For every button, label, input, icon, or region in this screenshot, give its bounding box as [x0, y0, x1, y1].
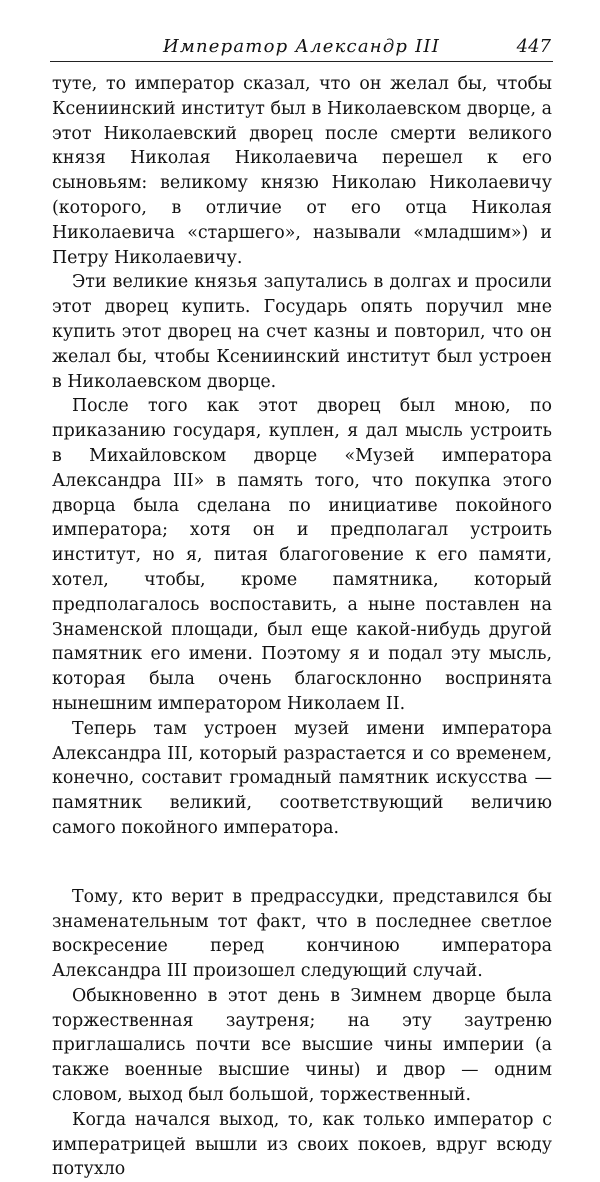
running-title: Император Александр III: [162, 36, 441, 57]
body-text: [52, 72, 552, 1182]
paragraph-1: туте, то император сказал, что он желал бы, чтобы Ксениинский институт был в Николаевском дворце, а этот Николаевский дворец после смерти великого князя Николая Николаевича перешел к его сыновьям: великому князю Николаю Николаевичу (которого, в отличие от его отца Николая Николаевича «старшего», называли «младшим») и Петру Николаевичу.: [52, 74, 552, 268]
paragraph-3: После того как этот дворец был мною, по приказанию государя, куплен, я дал мысль устроить в Михайловском дворце «Музей императора Александра III» в память того, что покупка этого дворца была сделана по инициативе покойного императора; хотя он и предполагал устроить институт, но я, питая благоговение к его памяти, хотел, чтобы, кроме памятника, который предполагалось воспоставить, а ныне поставлен на Знаменской площади, был еще какой-нибудь другой памятник его имени. Поэтому я и подал эту мысль, которая была очень благосклонно воспринята нынешним императором Николаем II.: [52, 396, 552, 714]
running-header: [50, 34, 553, 62]
paragraph-6: Обыкновенно в этот день в Зимнем дворце была торжественная заутреня; на эту заутреню приглашались почти все высшие чины империи (а также военные высшие чины) и двор — одним словом, выход был большой, торжественный.: [52, 985, 552, 1106]
section-break: [52, 841, 552, 885]
paragraph-2: Эти великие князья запутались в долгах и просили этот дворец купить. Государь опять поручил мне купить этот дворец на счет казны и повторил, что он желал бы, чтобы Ксениинский институт был устроен в Николаевском дворце.: [52, 272, 552, 392]
header-rule: [50, 61, 553, 62]
paragraph-4: Теперь там устроен музей имени императора Александра III, который разрастается и со временем, конечно, составит громадный памятник искусства — памятник великий, соответствующий величию самого покойного императора.: [52, 718, 552, 838]
paragraph-5: Тому, кто верит в предрассудки, представился бы знаменательным тот факт, что в последнее светлое воскресение перед кончиною императора Александра III произошел следующий случай.: [52, 886, 552, 982]
paragraph-7: Когда начался выход, то, как только император с императрицей вышли из своих покоев, вдруг всюду потухло: [52, 1109, 552, 1180]
page-number: 447: [516, 36, 551, 57]
